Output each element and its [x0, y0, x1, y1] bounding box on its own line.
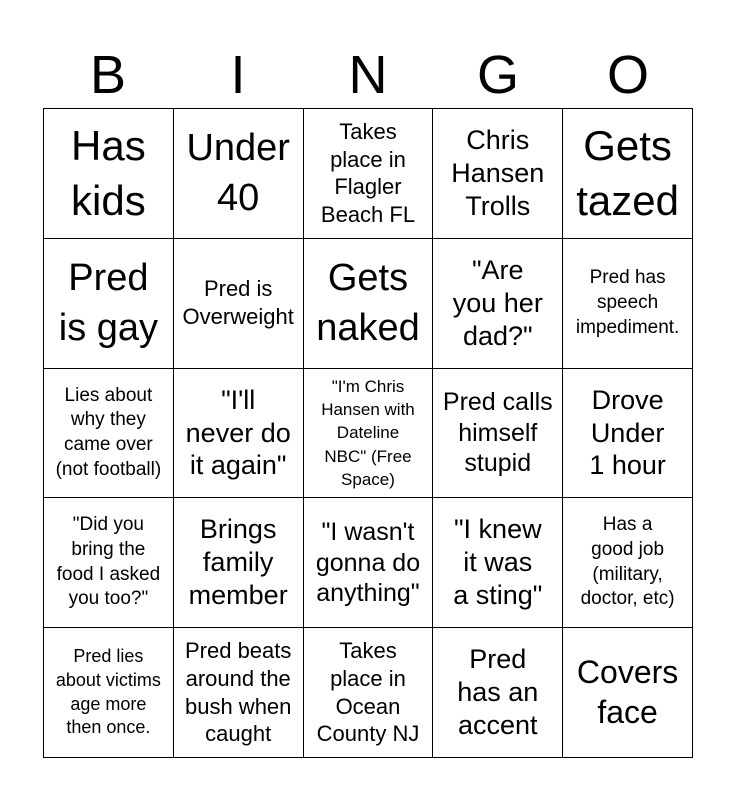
- cell-label: Has kids: [71, 121, 146, 225]
- bingo-cell[interactable]: [433, 369, 563, 499]
- cell-label: "Are you her dad?": [452, 254, 543, 351]
- bingo-cell[interactable]: [44, 628, 174, 758]
- bingo-cell[interactable]: [44, 369, 174, 499]
- cell-label: Brings family member: [188, 514, 288, 611]
- bingo-cell[interactable]: [563, 239, 693, 369]
- cell-label: Under 40: [186, 127, 290, 220]
- bingo-cell[interactable]: [174, 628, 304, 758]
- bingo-cell[interactable]: [433, 628, 563, 758]
- bingo-cell[interactable]: [563, 628, 693, 758]
- header-letter-o: O: [606, 45, 649, 105]
- bingo-cell[interactable]: [563, 109, 693, 239]
- header-letter-i: I: [230, 45, 246, 105]
- cell-label: Takes place in Ocean County NJ: [316, 638, 420, 747]
- cell-label: Covers face: [576, 653, 679, 730]
- bingo-cell[interactable]: [44, 239, 174, 369]
- bingo-cell[interactable]: [433, 239, 563, 369]
- cell-label: "I'll never do it again": [185, 384, 291, 481]
- cell-label: "I knew it was a sting": [453, 514, 543, 611]
- cell-label: Pred calls himself stupid: [442, 388, 553, 478]
- bingo-cell[interactable]: [304, 239, 434, 369]
- cell-label: "I'm Chris Hansen with Dateline NBC" (Free Space): [321, 377, 415, 489]
- bingo-cell[interactable]: [304, 109, 434, 239]
- cell-label: Gets naked: [316, 257, 420, 350]
- bingo-cell[interactable]: [304, 498, 434, 628]
- cell-label: Pred is Overweight: [182, 276, 294, 330]
- cell-label: "Did you bring the food I asked you too?": [56, 514, 161, 610]
- bingo-cell[interactable]: [44, 109, 174, 239]
- bingo-board: [43, 108, 693, 758]
- cell-label: Takes place in Flagler Beach FL: [320, 118, 416, 228]
- cell-label: Lies about why they came over (not football): [55, 384, 162, 480]
- free-space-cell[interactable]: [304, 369, 434, 499]
- bingo-header: [43, 42, 693, 108]
- bingo-cell[interactable]: [433, 109, 563, 239]
- bingo-cell[interactable]: [563, 369, 693, 499]
- cell-label: Drove Under 1 hour: [589, 384, 666, 481]
- cell-label: Pred is gay: [58, 257, 159, 350]
- cell-label: "I wasn't gonna do anything": [315, 518, 421, 608]
- cell-label: Has a good job (military, doctor, etc): [580, 514, 675, 610]
- cell-label: Chris Hansen Trolls: [451, 124, 545, 221]
- cell-label: Pred has an accent: [457, 644, 539, 741]
- bingo-cell[interactable]: [563, 498, 693, 628]
- bingo-cell[interactable]: [174, 109, 304, 239]
- bingo-cell[interactable]: [174, 369, 304, 499]
- bingo-cell[interactable]: [174, 498, 304, 628]
- bingo-cell[interactable]: [304, 628, 434, 758]
- cell-label: Gets tazed: [576, 121, 679, 225]
- header-letter-b: B: [89, 45, 127, 105]
- bingo-cell[interactable]: [174, 239, 304, 369]
- cell-label: Pred has speech impediment.: [575, 267, 680, 338]
- cell-label: Pred lies about victims age more then once.: [55, 646, 161, 738]
- bingo-cell[interactable]: [44, 498, 174, 628]
- bingo-cell[interactable]: [433, 498, 563, 628]
- header-letter-n: N: [348, 45, 388, 105]
- header-letter-g: G: [476, 45, 519, 105]
- cell-label: Pred beats around the bush when caught: [184, 638, 292, 747]
